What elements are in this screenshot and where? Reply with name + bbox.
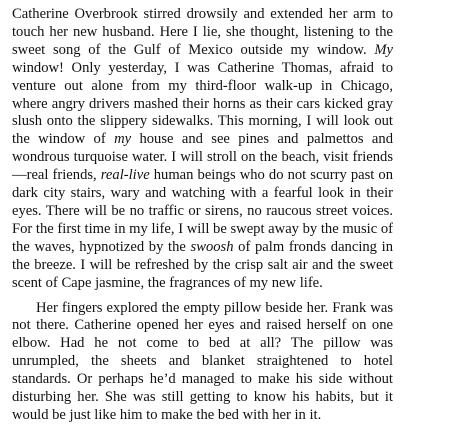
emphasis-real-live: real-live (100, 167, 150, 184)
text-run: window! Only yesterday, I was Catherine Thomas, afraid to venture out alone from my third-floor walk-up in Chicago, where angry drivers mashed their horns as their cars kicked gray slush onto the slippery sidewalks. This morning, I will look out the window of (12, 59, 393, 148)
text-run: human beings who do not scurry past on dark city stairs, wary and watching with a fearful look in their eyes. There will be no traffic or sirens, no raucous street voices. For the first time in my life, I will be swept away by the music of the waves, hypnotized by the (12, 167, 393, 255)
text-run: house and see pines and palmettos and wondrous turquoise water. I will stroll on the beach, visit friends—real friends, (12, 131, 393, 184)
emphasis-my-2: my (114, 131, 132, 148)
text-run: of palm fronds dancing in the breeze. I will be refreshed by the crisp salt air and the sweet scent of Cape jasmine, the fragrances of my new life. (12, 238, 393, 291)
text-run: Her fingers explored the empty pillow beside her. Frank was not there. Catherine opened her eyes and raised herself on one elbow. Had he not come to bed at all? The pillow was unrumpled, the sheets and blanket straightened to hotel standards. Or perhaps he’d managed to make his side without disturbing her. She was still getting to know his habits, but it would be just like him to make the bed with her in it. (12, 299, 393, 423)
emphasis-swoosh: swoosh (190, 238, 234, 255)
paragraph-1 (12, 6, 393, 293)
text-run: Catherine Overbrook stirred drowsily and extended her arm to touch her new husband. Here I lie, she thought, listening to the sweet song of the Gulf of Mexico outside my window. (12, 6, 393, 58)
book-page (12, 6, 393, 425)
emphasis-my-1: My (374, 41, 393, 58)
paragraph-2 (12, 300, 393, 425)
